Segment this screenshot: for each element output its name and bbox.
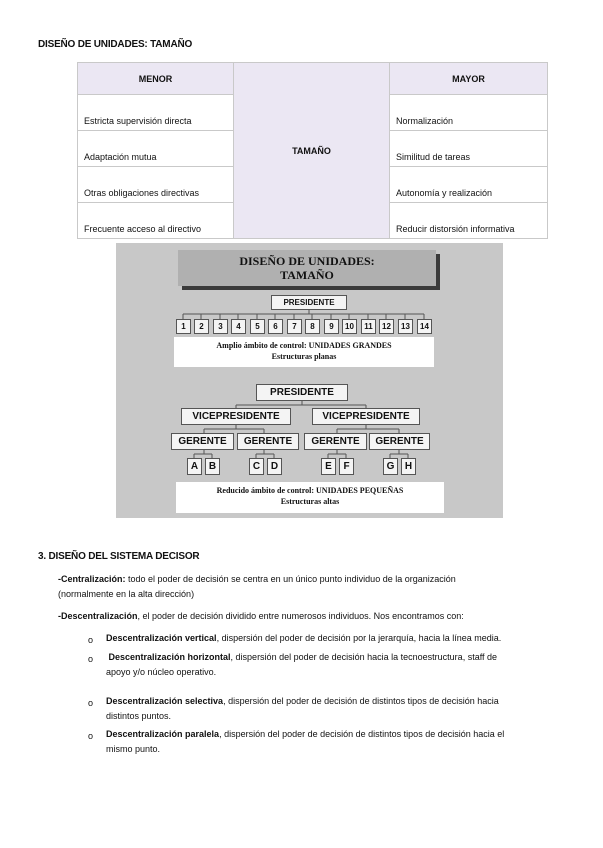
center-tamano: TAMAÑO — [234, 63, 390, 239]
item-term: Descentralización vertical — [106, 633, 217, 643]
caption-large-line2: Estructuras planas — [271, 352, 337, 361]
number-box: 11 — [361, 319, 376, 334]
item-term: Descentralización paralela — [106, 729, 220, 739]
letter-box: H — [401, 458, 416, 475]
gerente-box: GERENTE — [304, 433, 367, 450]
letter-box: C — [249, 458, 264, 475]
president-box-top: PRESIDENTE — [271, 295, 347, 310]
descentralizacion-text: , el poder de decisión dividido entre numerosos individuos. Nos encontramos con: — [137, 611, 464, 621]
caption-small-line2: Estructuras altas — [280, 497, 340, 506]
letter-box: G — [383, 458, 398, 475]
item-text-2: apoyo y/o núcleo operativo. — [106, 667, 217, 677]
number-box: 14 — [417, 319, 432, 334]
number-box: 13 — [398, 319, 413, 334]
header-menor: MENOR — [78, 63, 234, 95]
menor-item: Otras obligaciones directivas — [78, 167, 234, 203]
menor-item: Frecuente acceso al directivo — [78, 203, 234, 239]
number-box: 1 — [176, 319, 191, 334]
header-mayor: MAYOR — [390, 63, 548, 95]
item-text: , dispersión del poder de decisión de distintos tipos de decisión hacia el — [219, 729, 505, 739]
diagram-title-line1: DISEÑO DE UNIDADES: — [239, 254, 375, 268]
number-box: 10 — [342, 319, 357, 334]
number-box: 6 — [268, 319, 283, 334]
bullet-marker: o — [88, 654, 94, 664]
section-title-tamano: DISEÑO DE UNIDADES: TAMAÑO — [38, 39, 193, 50]
section-title-sistema-decisor: 3. DISEÑO DEL SISTEMA DECISOR — [38, 551, 200, 562]
list-item-vertical — [106, 631, 501, 646]
number-box: 9 — [324, 319, 339, 334]
gerente-box: GERENTE — [369, 433, 430, 450]
caption-small-line1: Reducido ámbito de control: UNIDADES PEQUEÑAS — [216, 486, 404, 495]
bullet-marker: o — [88, 635, 94, 645]
descentralizacion-paragraph — [58, 609, 464, 624]
vicepresident-box-right: VICEPRESIDENTE — [312, 408, 420, 425]
centralizacion-text-2: (normalmente en la alta dirección) — [58, 589, 195, 599]
letter-box: B — [205, 458, 220, 475]
gerente-box: GERENTE — [237, 433, 299, 450]
caption-small-units — [176, 482, 444, 513]
item-text: , dispersión del poder de decisión de distintos tipos de decisión hacia — [223, 696, 499, 706]
letter-box: E — [321, 458, 336, 475]
menor-item: Adaptación mutua — [78, 131, 234, 167]
letter-box: A — [187, 458, 202, 475]
item-term: Descentralización selectiva — [106, 696, 224, 706]
item-term: Descentralización horizontal — [108, 652, 231, 662]
caption-large-units — [174, 337, 434, 367]
descentralizacion-term: -Descentralización — [58, 611, 138, 621]
number-box: 2 — [194, 319, 209, 334]
number-box: 5 — [250, 319, 265, 334]
number-box: 4 — [231, 319, 246, 334]
item-text: , dispersión del poder de decisión hacia la tecnoestructura, staff de — [230, 652, 498, 662]
diagram-title-line2: TAMAÑO — [280, 268, 334, 282]
list-item-paralela — [106, 727, 504, 757]
list-item-horizontal — [106, 650, 497, 680]
centralizacion-term: -Centralización: — [58, 574, 126, 584]
item-text: , dispersión del poder de decisión por la jerarquía, hacia la línea media. — [216, 633, 502, 643]
mayor-item: Similitud de tareas — [390, 131, 548, 167]
size-comparison-table — [77, 62, 548, 239]
item-text-2: mismo punto. — [106, 744, 161, 754]
list-item-selectiva — [106, 694, 499, 724]
number-box: 3 — [213, 319, 228, 334]
mayor-item: Normalización — [390, 95, 548, 131]
item-text-2: distintos puntos. — [106, 711, 172, 721]
centralizacion-text-1: todo el poder de decisión se centra en un único punto individuo de la organización — [125, 574, 456, 584]
vicepresident-box-left: VICEPRESIDENTE — [181, 408, 291, 425]
org-chart-diagram — [116, 243, 503, 518]
centralizacion-paragraph — [58, 572, 456, 602]
letter-box: D — [267, 458, 282, 475]
diagram-title — [178, 250, 436, 286]
letter-box: F — [339, 458, 354, 475]
number-box: 8 — [305, 319, 320, 334]
mayor-item: Autonomía y realización — [390, 167, 548, 203]
gerente-box: GERENTE — [171, 433, 234, 450]
bullet-marker: o — [88, 731, 94, 741]
number-box: 12 — [379, 319, 394, 334]
menor-item: Estricta supervisión directa — [78, 95, 234, 131]
president-box-bottom: PRESIDENTE — [256, 384, 348, 401]
bullet-marker: o — [88, 698, 94, 708]
number-box: 7 — [287, 319, 302, 334]
caption-large-line1: Amplio ámbito de control: UNIDADES GRANDES — [216, 341, 392, 350]
mayor-item: Reducir distorsión informativa — [390, 203, 548, 239]
